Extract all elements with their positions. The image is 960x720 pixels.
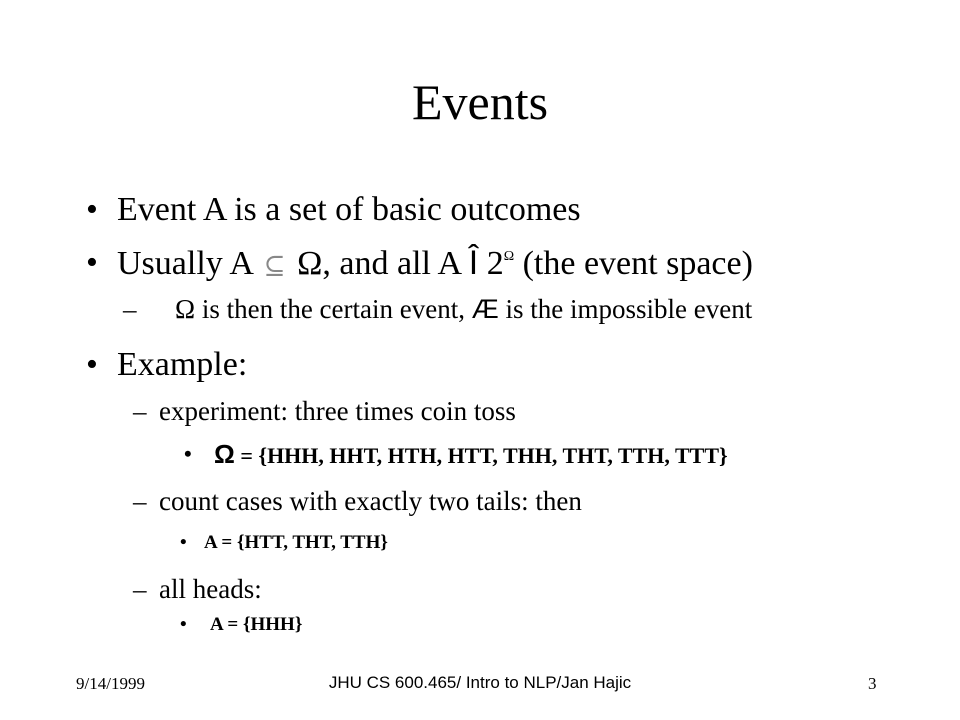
sub-text: experiment: three times coin toss <box>159 396 516 426</box>
sub-bullet-dot: • <box>184 441 192 466</box>
sub-dash: – <box>123 294 137 324</box>
event-item: A = {HHH} <box>210 614 303 635</box>
empty-set-symbol: Æ <box>471 294 499 324</box>
text-fragment: (the event space) <box>522 245 753 282</box>
omega-symbol: Ω <box>214 439 235 469</box>
sub-dash: – <box>133 396 147 426</box>
sub-dash: – <box>133 486 147 516</box>
bullet-item <box>86 345 98 385</box>
footer-course: JHU CS 600.465/ Intro to NLP/Jan Hajic <box>328 673 632 692</box>
text-fragment: Usually A <box>117 245 253 282</box>
subset-symbol: ⊆ <box>263 251 286 280</box>
slide-title: Events <box>411 74 549 130</box>
bullet-text <box>117 243 753 291</box>
sub-bullet-dot: • <box>180 614 187 635</box>
text-fragment: , and all A <box>322 245 461 282</box>
footer-page-number: 3 <box>868 674 877 693</box>
bullet-item <box>86 243 98 283</box>
text-fragment: is then the certain event, <box>201 294 465 324</box>
bullet-dot: • <box>86 191 98 228</box>
bullet-dot: • <box>86 346 98 383</box>
bullet-dot: • <box>86 244 98 281</box>
omega-symbol: Ω <box>297 245 323 282</box>
event-item: A = {HTT, THT, TTH} <box>204 532 388 553</box>
text-fragment: = {HHH, HHT, HTH, HTT, THH, THT, TTH, TTT} <box>240 443 728 468</box>
omega-symbol: Ω <box>175 294 196 324</box>
sub-dash: – <box>133 574 147 604</box>
sub-text: all heads: <box>159 574 262 604</box>
bullet-text: Example: <box>117 346 248 383</box>
power-exponent: Ω <box>503 249 515 264</box>
bullet-text: Event A is a set of basic outcomes <box>117 191 581 228</box>
element-symbol: Î <box>468 244 479 282</box>
sub-bullet-dot: • <box>180 532 187 553</box>
footer-date: 9/14/1999 <box>76 674 145 693</box>
sub-text: count cases with exactly two tails: then <box>159 486 582 516</box>
sub-text <box>175 293 752 325</box>
text-fragment: is the impossible event <box>505 294 753 324</box>
sample-space-item <box>214 440 728 470</box>
power-base: 2 <box>486 245 504 282</box>
bullet-item <box>86 190 98 230</box>
